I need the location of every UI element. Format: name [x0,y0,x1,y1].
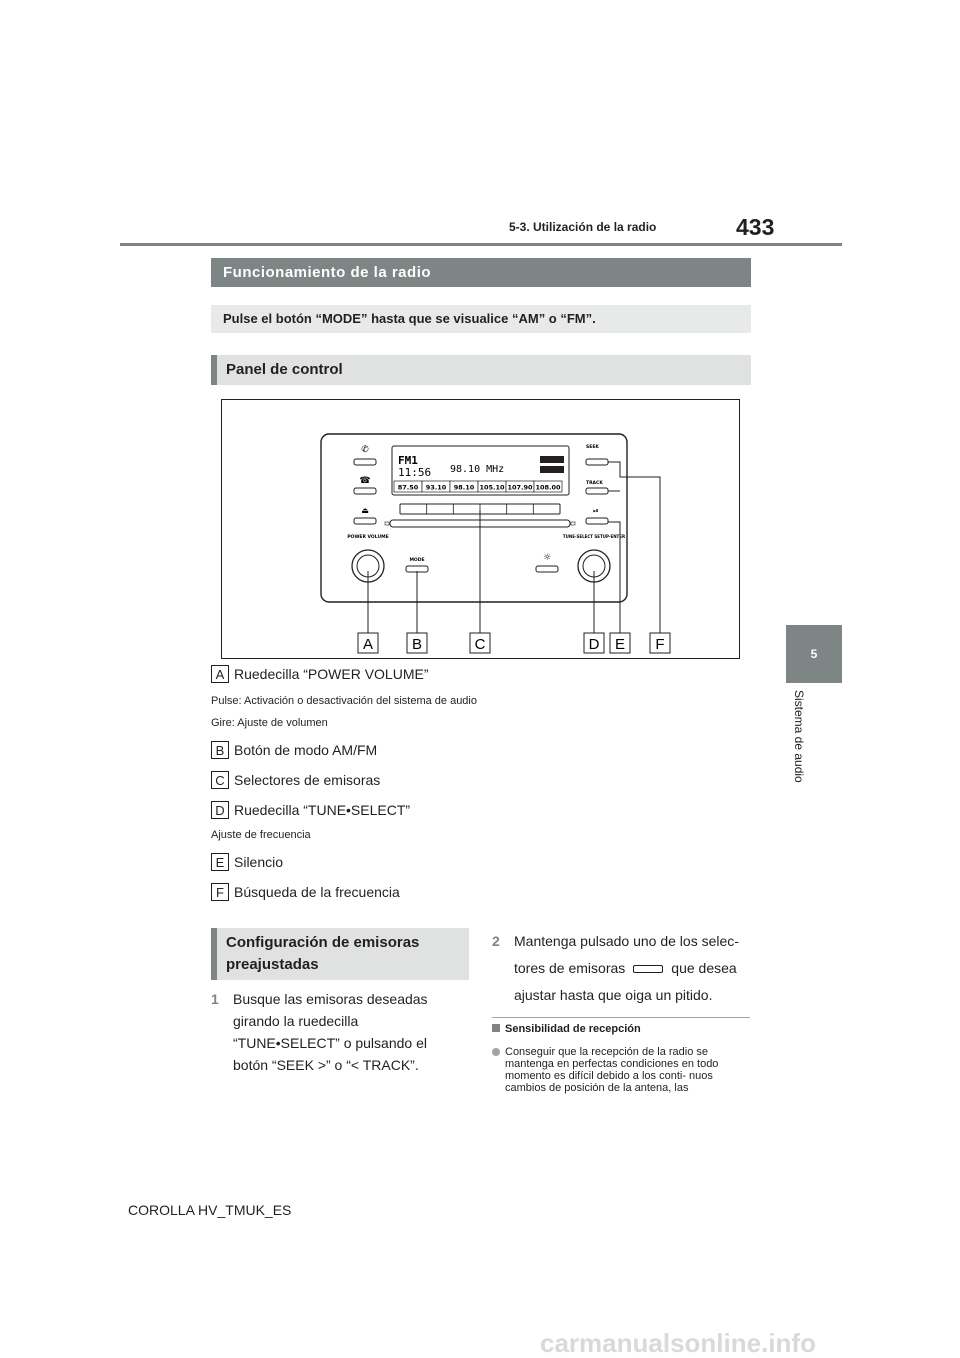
preset-label: 98.10 [453,483,475,492]
control-panel-figure [221,399,740,659]
legend-text: Selectores de emisoras [234,772,381,788]
note-frequency: Ajuste de frecuencia [211,829,311,841]
divider [492,1017,750,1018]
step-text-cont: que desea ajustar hasta que oiga un pitido. [514,960,737,1003]
legend-letter: A [211,665,229,683]
display-frequency: 98.10 MHz [450,464,505,475]
legend-text: Botón de modo AM/FM [234,742,378,758]
power-volume-label: POWER VOLUME [347,535,389,540]
step-number: 2 [492,933,500,949]
callout-letter: C [474,636,486,653]
preset-label: 93.10 [425,483,447,492]
svg-text:⏏: ⏏ [361,506,369,515]
side-tab-number: 5 [810,647,818,661]
callout-letter: A [362,636,374,653]
seek-label: SEEK [586,445,599,450]
square-bullet-icon [492,1024,500,1032]
svg-text:⏯: ⏯ [593,507,599,515]
presets-heading: Configuración de emisoras preajustadas [211,928,469,980]
callout-letter: E [614,636,626,653]
mode-label: MODE [409,558,425,563]
legend-text: Búsqueda de la frecuencia [234,884,400,900]
lead-instruction: Pulse el botón “MODE” hasta que se visualice “AM” o “FM”. [211,305,751,333]
svg-text:carmanualsonline.info: carmanualsonline.info [540,1328,816,1358]
legend-item-d [211,801,410,819]
legend-letter: C [211,771,229,789]
note-turn: Gire: Ajuste de volumen [211,717,328,729]
sensitivity-text: Conseguir que la recepción de la radio se mantenga en perfectas condiciones en todo momento es difícil debido a los conti- nuos cambios de posición de la antena, las [505,1046,719,1094]
page-number: 433 [736,214,775,240]
svg-text:☼: ☼ [542,553,552,563]
display-presets [394,481,562,492]
note-press: Pulse: Activación o desactivación del sistema de audio [211,695,477,707]
section-heading: 5-3. Utilización de la radio [509,220,657,234]
control-panel-heading: Panel de control [211,355,751,385]
legend-letter: B [211,741,229,759]
step-2 [492,928,752,1009]
legend-letter: E [211,853,229,871]
side-tab [786,625,842,683]
sensitivity-heading-text: Sensibilidad de recepción [505,1023,641,1035]
display-band: FM1 [398,454,418,467]
callout-letter: F [655,636,665,653]
display-time: 11:56 [398,466,432,479]
footer-model: COROLLA HV_TMUK_ES [128,1202,292,1218]
page-title: Funcionamiento de la radio [211,258,751,287]
side-tab-title: Sistema de audio [792,690,806,783]
legend-text: Silencio [234,854,284,870]
legend-letter: F [211,883,229,901]
sensitivity-note [492,1046,752,1094]
radio-panel-illustration [222,400,739,658]
legend-item-f [211,883,400,901]
preset-label: 107.90 [507,483,533,492]
svg-text:☎: ☎ [359,476,371,486]
legend-item-b [211,741,377,759]
tune-select-label: TUNE·SELECT SETUP·ENTER [562,534,626,539]
preset-label: 87.50 [397,483,419,492]
callout-letter: B [411,636,423,653]
step-number: 1 [211,991,219,1007]
circle-bullet-icon [492,1048,500,1056]
watermark-logo [540,1326,960,1358]
step-text: Mantenga pulsado uno de los selec- tores de emisoras [514,933,739,976]
step-1 [211,988,461,1076]
legend-item-e [211,853,283,871]
station-selector-icon [633,965,663,973]
legend-letter: D [211,801,229,819]
sensitivity-heading [492,1023,641,1035]
header-rule [120,243,842,246]
legend-item-a [211,665,429,683]
legend-item-c [211,771,380,789]
track-label: TRACK [586,481,603,486]
callout-letter: D [588,636,600,653]
step-text: Busque las emisoras deseadas girando la ruedecilla “TUNE•SELECT” o pulsando el botón “SEEK >” o “< TRACK”. [233,991,428,1073]
legend-text: Ruedecilla “TUNE•SELECT” [234,802,411,818]
preset-label: 105.10 [479,483,505,492]
preset-label: 108.00 [535,483,561,492]
legend-text: Ruedecilla “POWER VOLUME” [234,666,429,682]
svg-text:✆: ✆ [361,445,369,455]
